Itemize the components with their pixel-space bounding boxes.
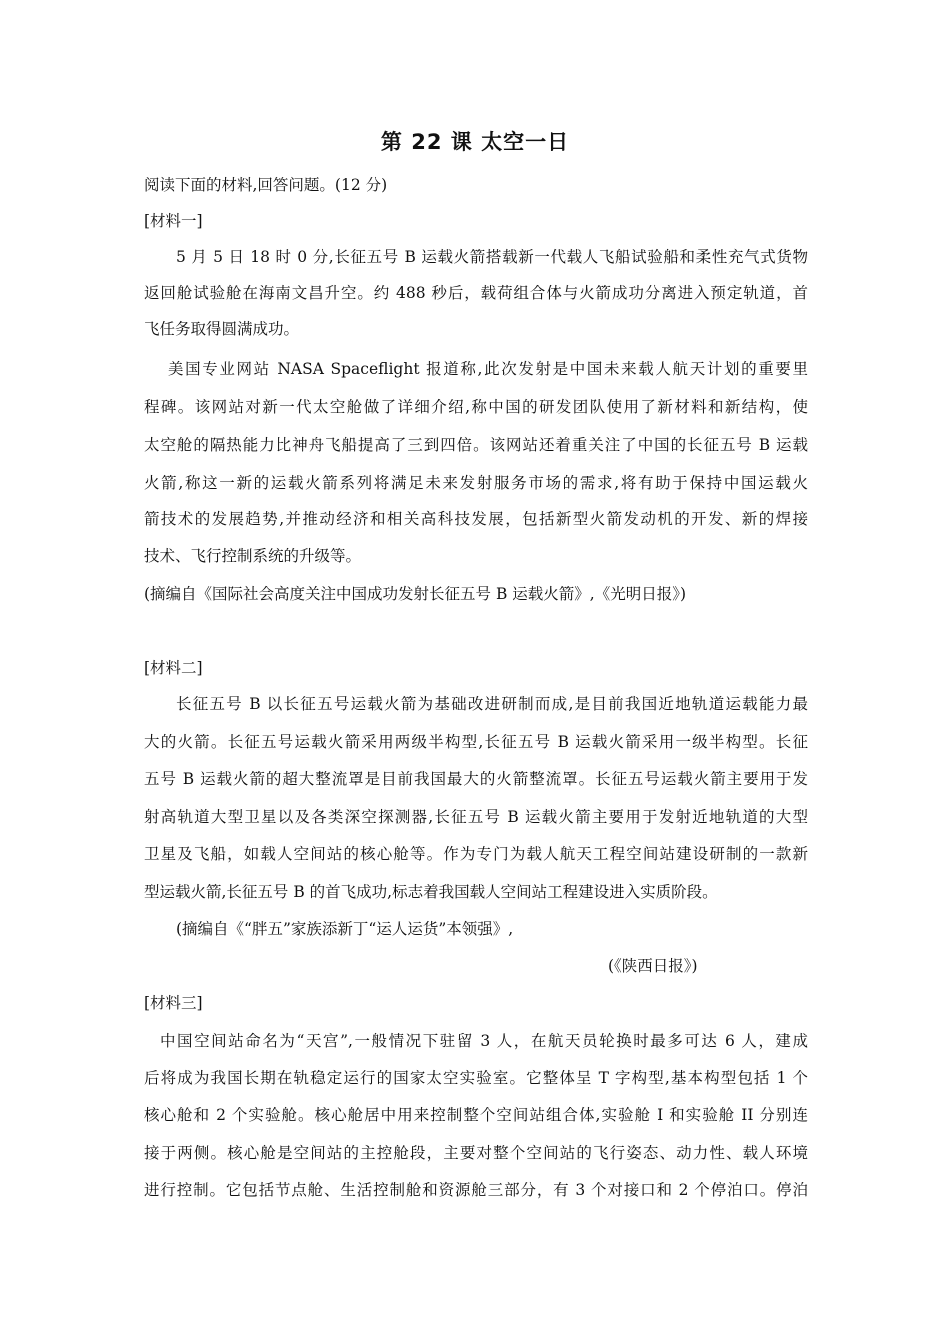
text-line: 后将成为我国长期在轨稳定运行的国家太空实验室。它整体呈 T 字构型,基本构型包括 1 个 bbox=[144, 1069, 808, 1087]
text-line: 飞任务取得圆满成功。 bbox=[144, 320, 300, 338]
source-citation: (摘编自《“胖五”家族添新丁“运人运货”本领强》, bbox=[176, 920, 514, 938]
text-line: 卫星及飞船，如载人空间站的核心舱等。作为专门为载人航天工程空间站建设研制的一款新 bbox=[144, 845, 808, 863]
source-citation: (摘编自《国际社会高度关注中国成功发射长征五号 B 运载火箭》,《光明日报》) bbox=[144, 585, 687, 603]
material-one-heading: [材料一] bbox=[144, 212, 203, 230]
material-two-heading: [材料二] bbox=[144, 659, 203, 677]
text-line: 返回舱试验舱在海南文昌升空。约 488 秒后，载荷组合体与火箭成功分离进入预定轨道，首 bbox=[144, 284, 808, 302]
text-line: 太空舱的隔热能力比神舟飞船提高了三到四倍。该网站还着重关注了中国的长征五号 B 运载 bbox=[144, 436, 808, 454]
text-line: 进行控制。它包括节点舱、生活控制舱和资源舱三部分，有 3 个对接口和 2 个停泊口。停泊 bbox=[144, 1181, 808, 1199]
text-line: 美国专业网站 NASA Spaceflight 报道称,此次发射是中国未来载人航天计划的重要里 bbox=[168, 360, 808, 378]
material-three-heading: [材料三] bbox=[144, 994, 203, 1012]
text-line: 5 月 5 日 18 时 0 分,长征五号 B 运载火箭搭载新一代载人飞船试验船和柔性充气式货物 bbox=[176, 248, 808, 266]
text-line: 长征五号 B 以长征五号运载火箭为基础改进研制而成,是目前我国近地轨道运载能力最 bbox=[176, 695, 808, 713]
text-line: 大的火箭。长征五号运载火箭采用两级半构型,长征五号 B 运载火箭采用一级半构型。长征 bbox=[144, 733, 808, 751]
text-line: 箭技术的发展趋势,并推动经济和相关高科技发展，包括新型火箭发动机的开发、新的焊接 bbox=[144, 510, 808, 528]
text-line: 技术、飞行控制系统的升级等。 bbox=[144, 547, 362, 565]
text-line: 火箭,称这一新的运载火箭系列将满足未来发射服务市场的需求,将有助于保持中国运载火 bbox=[144, 474, 808, 492]
question-intro: 阅读下面的材料,回答问题。(12 分) bbox=[144, 176, 388, 194]
text-line: 接于两侧。核心舱是空间站的主控舱段，主要对整个空间站的飞行姿态、动力性、载人环境 bbox=[144, 1144, 808, 1162]
text-line: 中国空间站命名为“天宫”,一般情况下驻留 3 人，在航天员轮换时最多可达 6 人，建成 bbox=[160, 1032, 808, 1050]
text-line: 核心舱和 2 个实验舱。核心舱居中用来控制整个空间站组合体,实验舱 I 和实验舱 II 分别连 bbox=[144, 1106, 808, 1124]
text-line: 程碑。该网站对新一代太空舱做了详细介绍,称中国的研发团队使用了新材料和新结构，使 bbox=[144, 398, 808, 416]
text-line: 型运载火箭,长征五号 B 的首飞成功,标志着我国载人空间站工程建设进入实质阶段。 bbox=[144, 883, 718, 901]
source-citation-newspaper: (《陕西日报》) bbox=[608, 957, 698, 975]
page-title: 第 22 课 太空一日 bbox=[380, 130, 570, 154]
text-line: 射高轨道大型卫星以及各类深空探测器,长征五号 B 运载火箭主要用于发射近地轨道的大型 bbox=[144, 808, 808, 826]
text-line: 五号 B 运载火箭的超大整流罩是目前我国最大的火箭整流罩。长征五号运载火箭主要用于发 bbox=[144, 770, 808, 788]
